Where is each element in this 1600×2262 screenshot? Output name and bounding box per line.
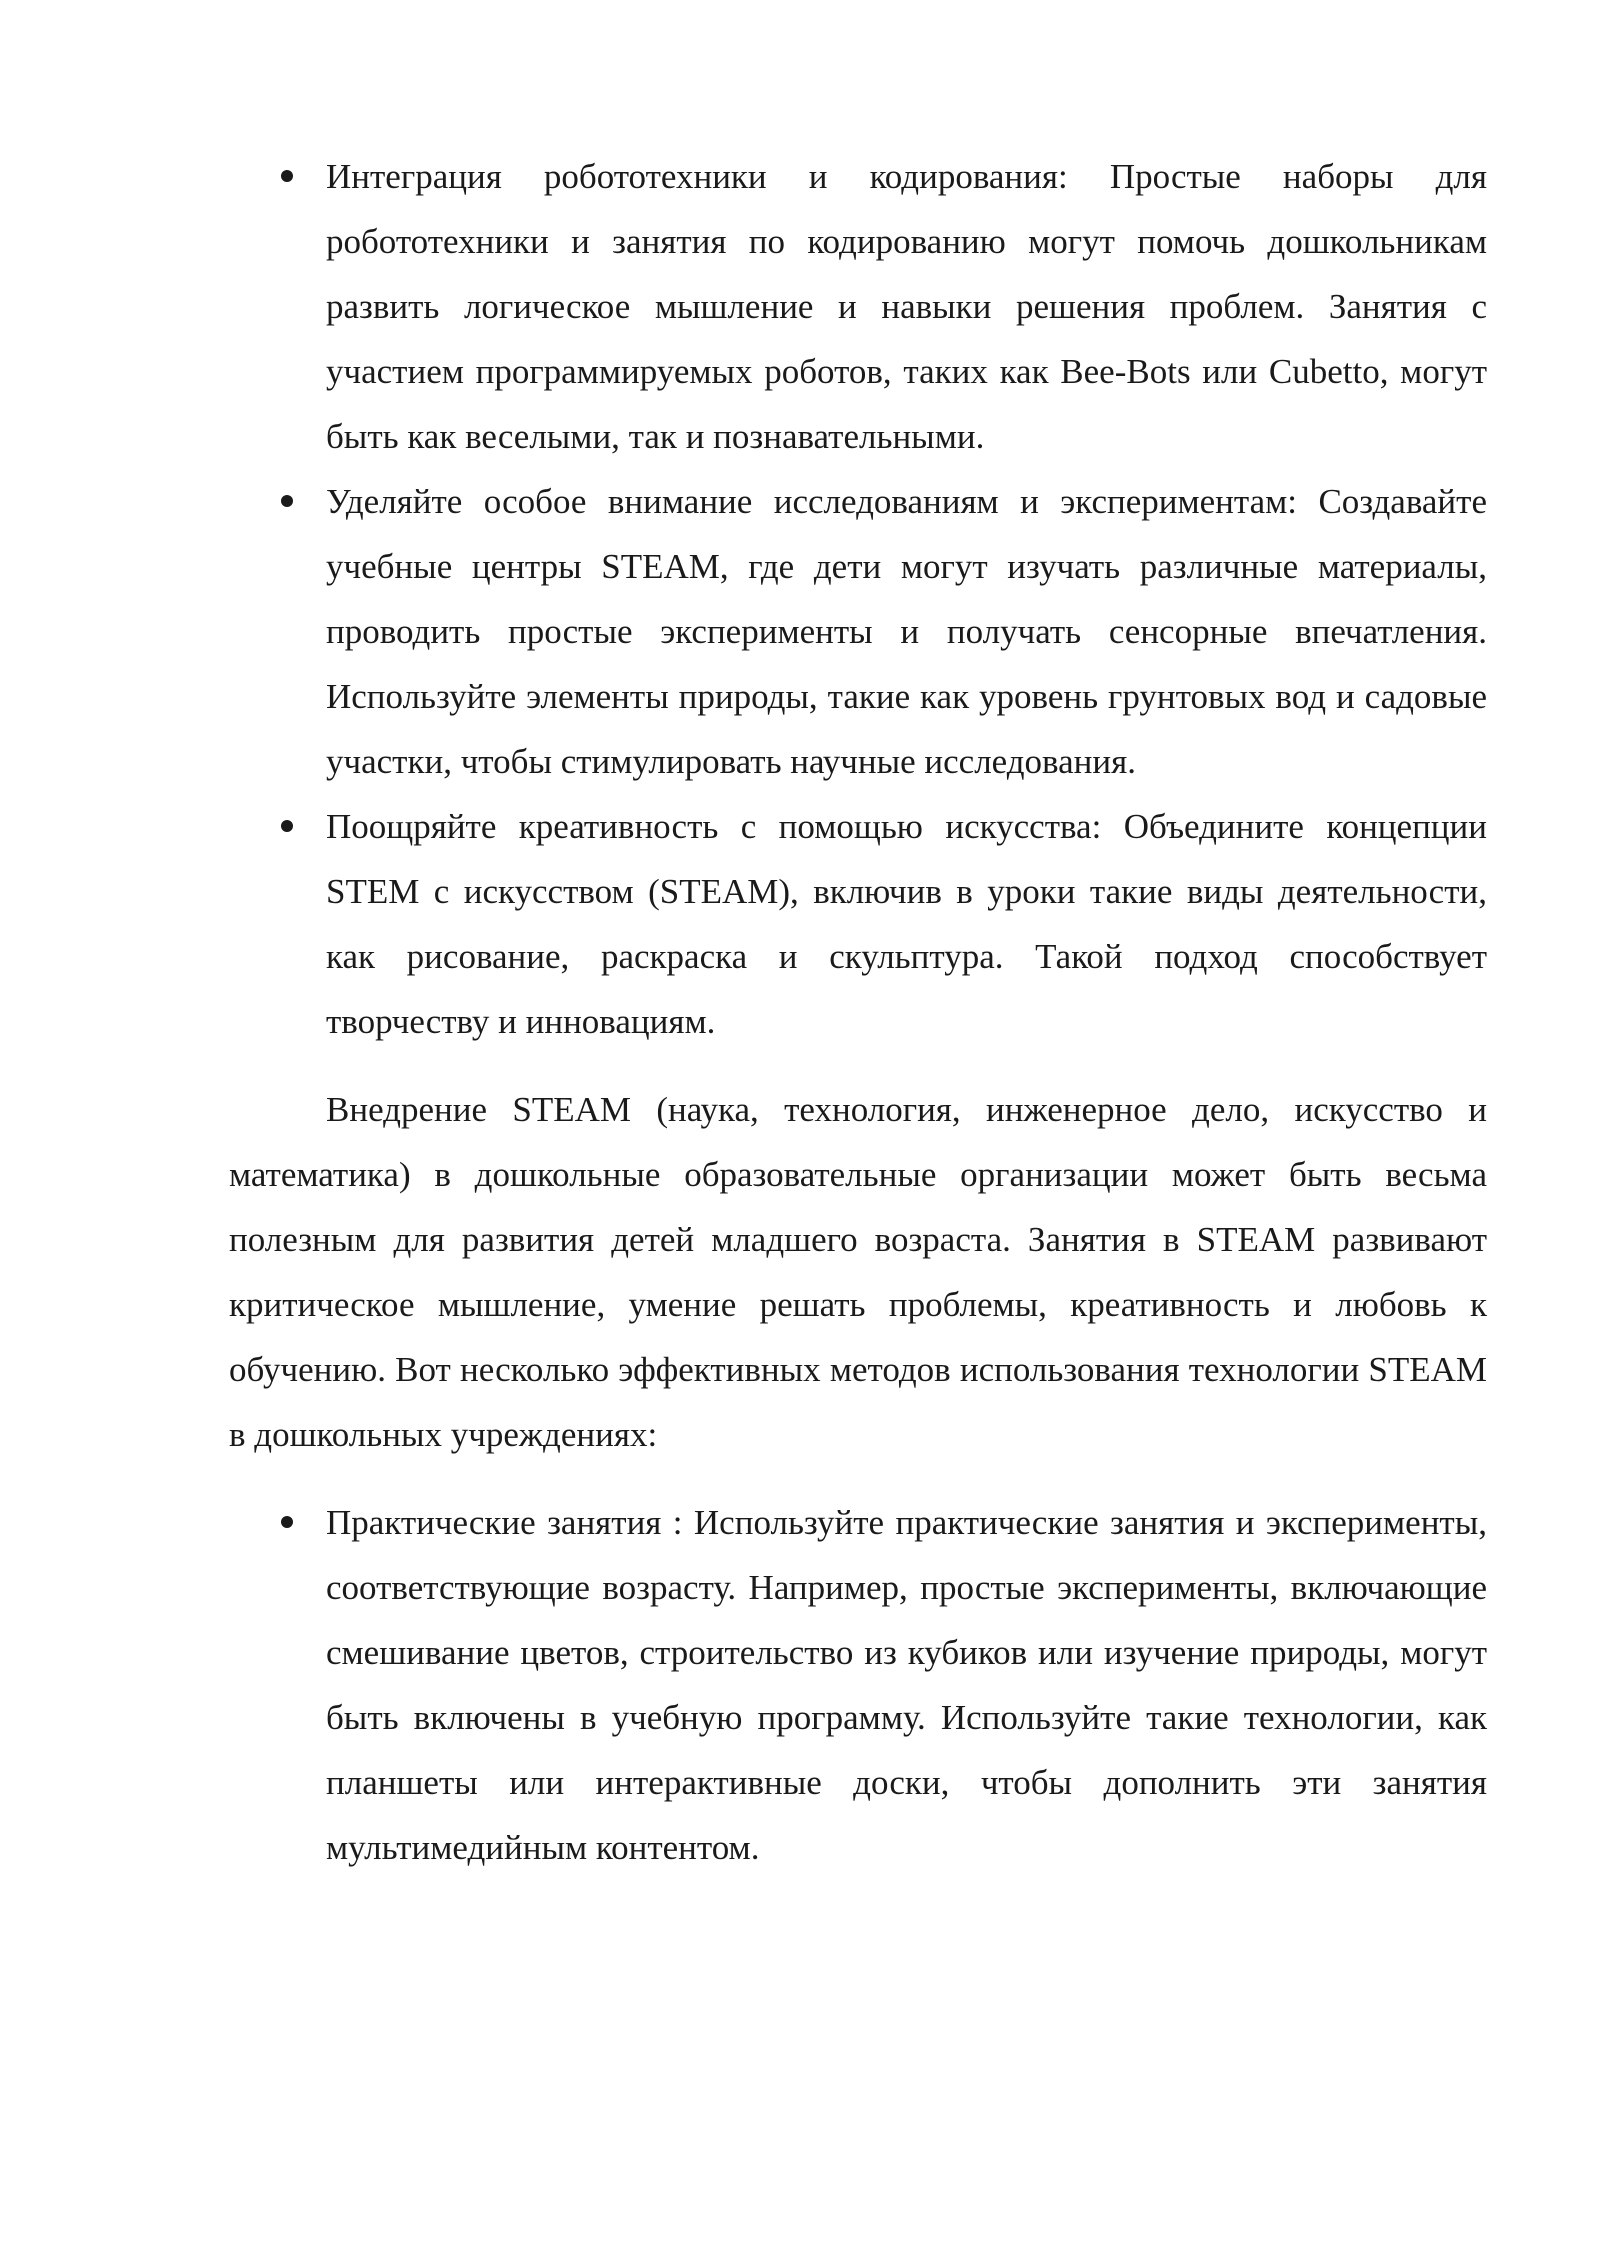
bullet-list-top: [229, 144, 1487, 1054]
list-item-text: Уделяйте особое внимание исследованиям и экспериментам: Создавайте учебные центры STEAM, где дети могут изучать различные материалы, проводить простые эксперименты и получать сенсорные впечатления. Используйте элементы природы, такие как уровень грунтовых вод и садовые участки, чтобы стимулировать научные исследования.: [326, 482, 1487, 781]
bullet-icon: [281, 170, 293, 182]
bullet-icon: [281, 495, 293, 507]
list-item: [229, 1490, 1487, 1880]
list-item: [229, 469, 1487, 794]
body-paragraph: Внедрение STEAM (наука, технология, инженерное дело, искусство и математика) в дошкольные образовательные организации может быть весьма полезным для развития детей младшего возраста. Занятия в STEAM развивают критическое мышление, умение решать проблемы, креативность и любовь к обучению. Вот несколько эффективных методов использования технологии STEAM в дошкольных учреждениях:: [229, 1090, 1487, 1454]
page-content: [229, 144, 1487, 1880]
bullet-list-bottom: [229, 1490, 1487, 1880]
list-item-text: Поощряйте креативность с помощью искусства: Объедините концепции STEM с искусством (STEAM), включив в уроки такие виды деятельности, как рисование, раскраска и скульптура. Такой подход способствует творчеству и инновациям.: [326, 807, 1487, 1041]
list-item: [229, 144, 1487, 469]
bullet-icon: [281, 820, 293, 832]
bullet-icon: [281, 1516, 293, 1528]
list-item-text: Интеграция робототехники и кодирования: Простые наборы для робототехники и занятия по кодированию могут помочь дошкольникам развить логическое мышление и навыки решения проблем. Занятия с участием программируемых роботов, таких как Bee-Bots или Cubetto, могут быть как веселыми, так и познавательными.: [326, 157, 1487, 456]
list-item: [229, 794, 1487, 1054]
list-item-text: Практические занятия : Используйте практические занятия и эксперименты, соответствующие возрасту. Например, простые эксперименты, включающие смешивание цветов, строительство из кубиков или изучение природы, могут быть включены в учебную программу. Используйте такие технологии, как планшеты или интерактивные доски, чтобы дополнить эти занятия мультимедийным контентом.: [326, 1503, 1487, 1867]
